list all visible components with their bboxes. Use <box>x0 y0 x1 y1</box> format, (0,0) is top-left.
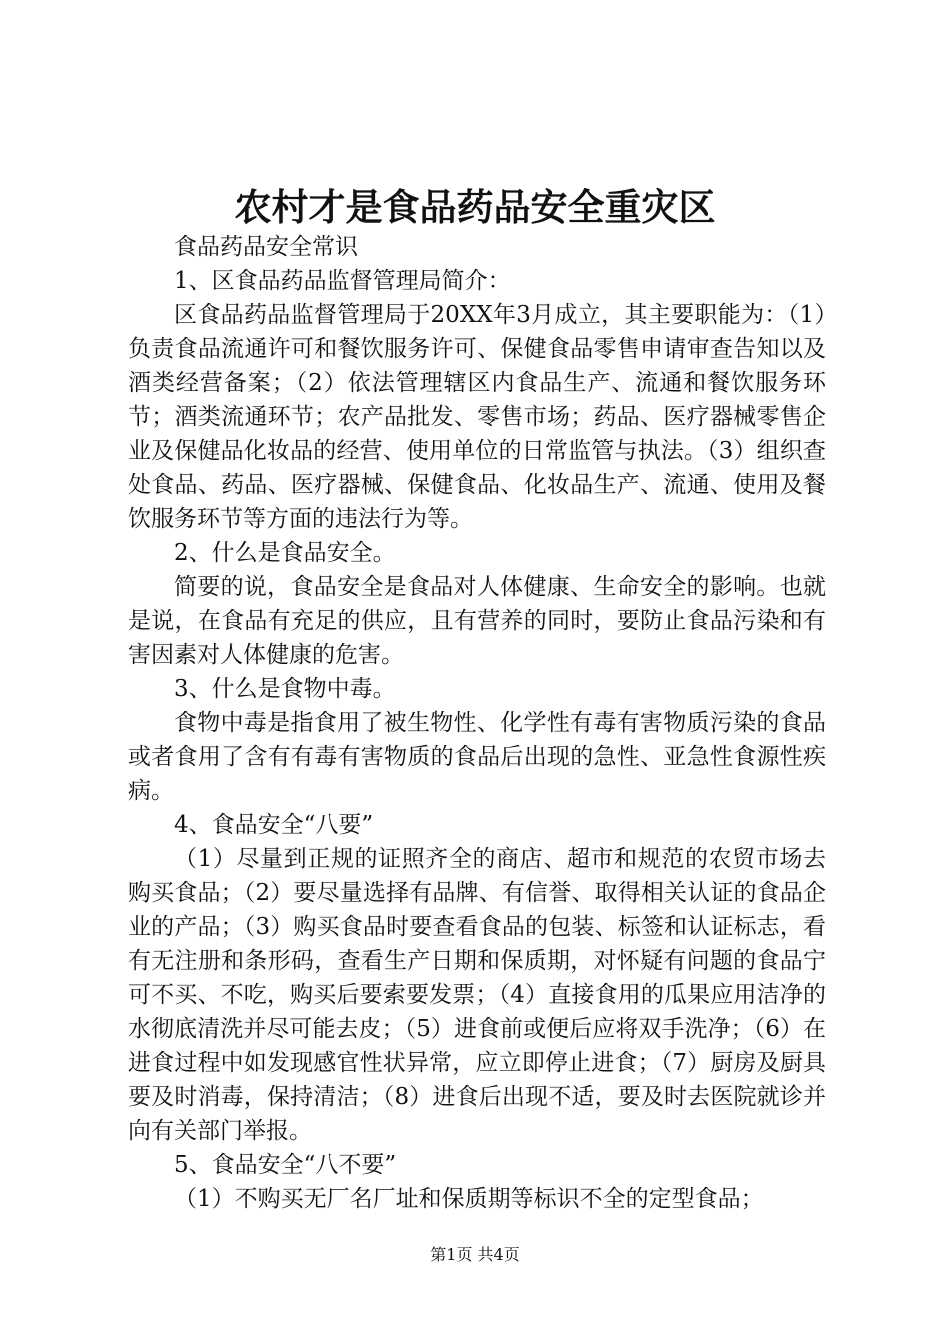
paragraph-section-4: 4、食品安全“八要” <box>174 812 374 838</box>
paragraph-food-safety-definition: 简要的说，食品安全是食品对人体健康、生命安全的影响。也就是说，在食品有充足的供应，且有营养的同时，要防止食品污染和有害因素对人体健康的危害。 <box>128 574 826 668</box>
document-title: 农村才是食品药品安全重灾区 <box>234 186 716 229</box>
paragraph-eight-donts: （1）不购买无厂名厂址和保质期等标识不全的定型食品； <box>174 1186 764 1212</box>
paragraph-bureau-intro: 区食品药品监督管理局于20XX年3月成立，其主要职能为：（1）负责食品流通许可和餐饮服务许可、保健食品零售申请审查告知以及酒类经营备案；（2）依法管理辖区内食品生产、流通和餐饮服务环节；酒类流通环节；农产品批发、零售市场；药品、医疗器械零售企业及保健品化妆品的经营、使用单位的日常监管与执法。（3）组织查处食品、药品、医疗器械、保健食品、化妆品生产、流通、使用及餐饮服务环节等方面的违法行为等。 <box>128 302 826 532</box>
paragraph-section-3: 3、什么是食物中毒。 <box>174 676 396 702</box>
paragraph-section-5: 5、食品安全“八不要” <box>174 1152 397 1178</box>
paragraph-eight-dos: （1）尽量到正规的证照齐全的商店、超市和规范的农贸市场去购买食品；（2）要尽量选择有品牌、有信誉、取得相关认证的食品企业的产品；（3）购买食品时要查看食品的包装、标签和认证标志，看有无注册和条形码，查看生产日期和保质期，对怀疑有问题的食品宁可不买、不吃，购买后要索要发票；（4）直接食用的瓜果应用洁净的水彻底清洗并尽可能去皮；（5）进食前或便后应将双手洗净；（6）在进食过程中如发现感官性状异常，应立即停止进食；（7）厨房及厨具要及时消毒，保持清洁；（8）进食后出现不适，要及时去医院就诊并向有关部门举报。 <box>128 846 826 1144</box>
paragraph-section-1: 1、区食品药品监督管理局简介： <box>174 268 511 294</box>
page-footer: 第1页 共4页 <box>430 1245 520 1264</box>
document-body <box>128 230 826 1216</box>
paragraph-heading: 食品药品安全常识 <box>174 234 358 260</box>
paragraph-section-2: 2、什么是食品安全。 <box>174 540 396 566</box>
paragraph-food-poisoning-definition: 食物中毒是指食用了被生物性、化学性有毒有害物质污染的食品或者食用了含有有毒有害物质的食品后出现的急性、亚急性食源性疾病。 <box>128 710 826 804</box>
